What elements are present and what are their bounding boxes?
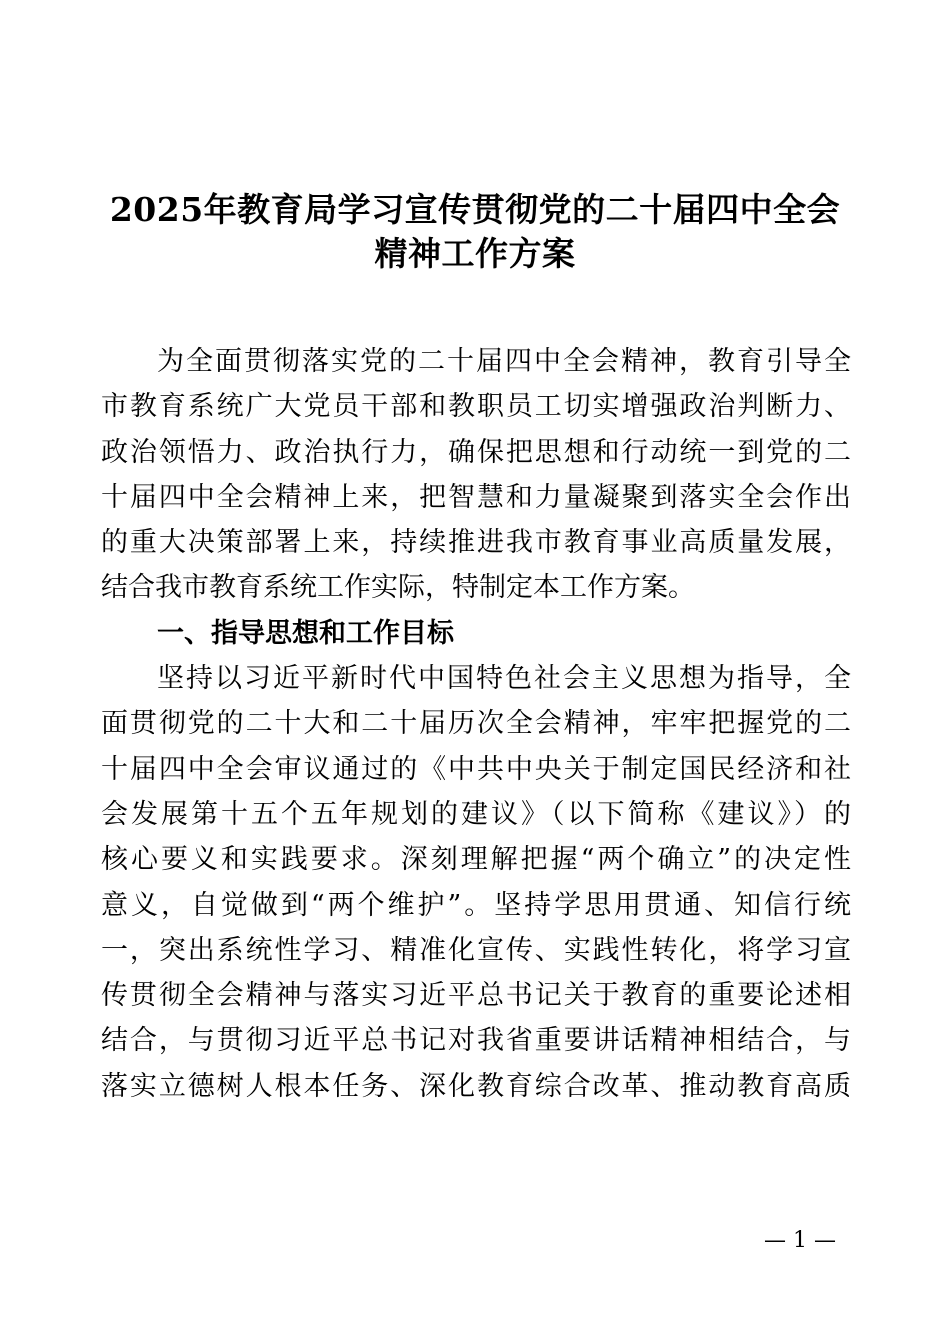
page-number: — 1 — xyxy=(764,1228,836,1253)
body-line: 坚持以习近平新时代中国特色社会主义思想为指导，全 xyxy=(157,663,851,695)
body-line: 十届四中全会精神上来，把智慧和力量凝聚到落实全会作出 xyxy=(101,481,851,513)
body-line: 面贯彻党的二十大和二十届历次全会精神，牢牢把握党的二 xyxy=(101,708,851,740)
body-line: 结合我市教育系统工作实际，特制定本工作方案。 xyxy=(101,572,695,604)
body-line: 会发展第十五个五年规划的建议》（以下简称《建议》）的 xyxy=(101,798,851,830)
body-line: 的重大决策部署上来，持续推进我市教育事业高质量发展， xyxy=(101,527,851,559)
body-line: 十届四中全会审议通过的《中共中央关于制定国民经济和社 xyxy=(101,753,851,785)
body-line: 核心要义和实践要求。深刻理解把握“两个确立”的决定性 xyxy=(101,844,851,876)
body-line: 结合，与贯彻习近平总书记对我省重要讲话精神相结合，与 xyxy=(101,1025,851,1057)
document-title xyxy=(0,188,950,276)
body-line: 传贯彻全会精神与落实习近平总书记关于教育的重要论述相 xyxy=(101,980,851,1012)
document-body xyxy=(101,339,851,1109)
body-line: 市教育系统广大党员干部和教职员工切实增强政治判断力、 xyxy=(101,391,851,423)
body-line: 为全面贯彻落实党的二十届四中全会精神，教育引导全 xyxy=(157,346,851,377)
title-line-1: 2025年教育局学习宣传贯彻党的二十届四中全会 xyxy=(109,190,841,229)
section-heading: 一、指导思想和工作目标 xyxy=(157,617,454,649)
body-line: 落实立德树人根本任务、深化教育综合改革、推动教育高质 xyxy=(101,1070,851,1102)
body-line: 意义，自觉做到“两个维护”。坚持学思用贯通、知信行统 xyxy=(101,889,851,921)
body-line: 政治领悟力、政治执行力，确保把思想和行动统一到党的二 xyxy=(101,436,851,468)
title-line-2: 精神工作方案 xyxy=(374,234,576,273)
body-line: 一，突出系统性学习、精准化宣传、实践性转化，将学习宣 xyxy=(101,934,851,966)
